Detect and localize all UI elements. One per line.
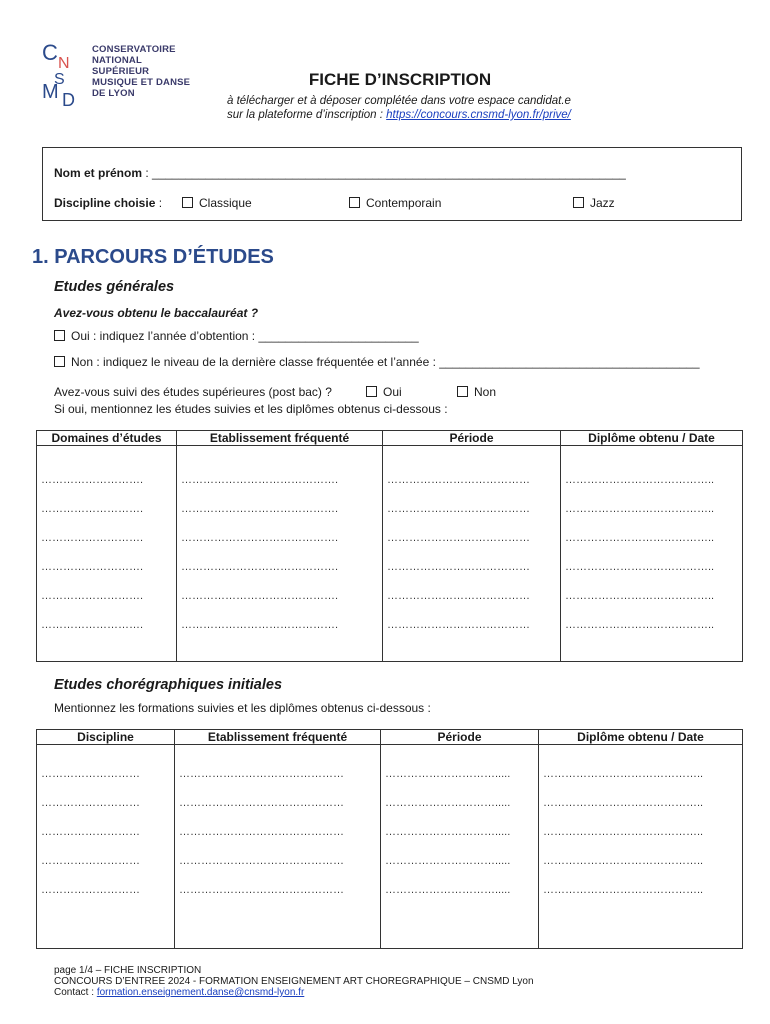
discipline-option-contemporain[interactable] [349,196,441,210]
discipline-sep: : [155,196,163,210]
dotted-line: ……………………… [41,884,140,896]
checkbox-icon[interactable] [54,330,65,341]
dotted-line: ……………………………………… [179,855,344,867]
general-studies-heading: Etudes générales [54,279,175,295]
name-blank: : _______________________________________________________________________ [142,166,626,180]
dotted-line: ………………………………….. [565,503,715,515]
dotted-line: ……………………… [41,768,140,780]
dotted-line: …………………………………….. [543,768,704,780]
option-label: Contemporain [366,196,442,210]
dotted-line: ………………………………… [387,561,530,573]
checkbox-icon[interactable] [182,197,193,208]
column-header: Discipline [37,730,175,745]
logo-line: SUPÉRIEUR [92,66,150,77]
dotted-line: ………………………………….. [565,532,715,544]
column-header: Période [381,730,539,745]
bac-yes-option[interactable] [54,329,419,343]
logo-letter-n: N [58,55,70,72]
discipline-option-classique[interactable] [182,196,252,210]
table-cell-input[interactable] [539,745,743,949]
logo-line: DE LYON [92,88,135,99]
checkbox-icon[interactable] [457,386,468,397]
footer-page-info: page 1/4 – FICHE INSCRIPTION [54,965,202,976]
dotted-line: ………………………. [41,532,144,544]
dotted-line: ………………………………… [387,532,530,544]
cnsmd-logo [42,40,191,108]
logo-letter-m: M [42,81,59,103]
section-heading: 1. PARCOURS D’ÉTUDES [32,246,274,268]
post-bac-no-option[interactable] [457,385,496,399]
cnsmd-monogram-icon [42,40,82,108]
column-header: Période [383,431,561,446]
logo-letter-d: D [62,90,75,108]
footer-program: CONCOURS D’ENTREE 2024 - FORMATION ENSEIGNEMENT ART CHOREGRAPHIQUE – CNSMD Lyon [54,976,534,987]
dotted-line: ……………………………………. [181,503,339,515]
general-studies-table [36,430,743,662]
post-bac-yes-label: Oui [383,385,402,399]
dotted-line: ………………………………… [387,474,530,486]
dotted-line: …………………………………….. [543,884,704,896]
checkbox-icon[interactable] [54,356,65,367]
column-header: Diplôme obtenu / Date [539,730,743,745]
option-label: Jazz [590,196,615,210]
dotted-line: ……………………………………… [179,826,344,838]
dotted-line: …………………………..... [385,768,511,780]
dotted-line: …………………………………….. [543,797,704,809]
dotted-line: ……………………………………. [181,474,339,486]
dotted-line: ……………………………………… [179,768,344,780]
choreographic-studies-table [36,729,743,949]
column-header: Diplôme obtenu / Date [561,431,743,446]
post-bac-yes-option[interactable] [366,385,402,399]
dotted-line: ………………………. [41,561,144,573]
name-label: Nom et prénom [54,166,143,180]
table-header-row [37,431,743,446]
name-field[interactable] [54,166,626,180]
logo-letter-s: S [54,71,65,88]
dotted-line: ………………………………….. [565,619,715,631]
dotted-line: …………………………………….. [543,826,704,838]
dotted-line: ……………………… [41,855,140,867]
choreo-instruction: Mentionnez les formations suivies et les diplômes obtenus ci-dessous : [54,701,431,715]
table-body-row [37,446,743,662]
bac-no-label: Non : indiquez le niveau de la dernière classe fréquentée et l’année : _______________________________________ [71,355,700,369]
post-bac-no-label: Non [474,385,497,399]
contact-label: Contact : [54,987,97,998]
bac-yes-label: Oui : indiquez l’année d’obtention : ________________________ [71,329,419,343]
checkbox-icon[interactable] [349,197,360,208]
post-bac-instruction: Si oui, mentionnez les études suivies et les diplômes obtenus ci-dessous : [54,402,448,416]
dotted-line: ………………………. [41,619,144,631]
dotted-line: ………………………. [41,474,144,486]
table-cell-input[interactable] [175,745,381,949]
dotted-line: ………………………………….. [565,561,715,573]
dotted-line: ………………………………… [387,503,530,515]
table-cell-input[interactable] [37,745,175,949]
platform-link[interactable]: https://concours.cnsmd-lyon.fr/prive/ [386,109,571,121]
table-cell-input[interactable] [37,446,177,662]
column-header: Etablissement fréquenté [177,431,383,446]
subtitle-line-2 [227,109,571,121]
dotted-line: ………………………………… [387,619,530,631]
dotted-line: ………………………. [41,503,144,515]
table-cell-input[interactable] [381,745,539,949]
dotted-line: ……………………… [41,826,140,838]
footer-contact [54,987,534,998]
bac-no-option[interactable] [54,355,700,369]
page-title: FICHE D’INSCRIPTION [308,70,492,89]
dotted-line: …………………………..... [385,797,511,809]
table-cell-input[interactable] [561,446,743,662]
checkbox-icon[interactable] [366,386,377,397]
dotted-line: ……………………… [41,797,140,809]
column-header: Etablissement fréquenté [175,730,381,745]
discipline-field [54,196,162,210]
logo-line: NATIONAL [92,55,142,66]
bac-question: Avez-vous obtenu le baccalauréat ? [54,306,259,320]
dotted-line: ……………………………………. [181,619,339,631]
dotted-line: ……………………………………. [181,561,339,573]
logo-line: MUSIQUE ET DANSE [92,77,191,88]
subtitle-line-1: à télécharger et à déposer complétée dans votre espace candidat.e [227,95,571,107]
dotted-line: ……………………………………… [179,797,344,809]
subtitle-prefix: sur la plateforme d’inscription : [227,109,387,121]
dotted-line: ……………………………………… [179,884,344,896]
dotted-line: …………………………..... [385,855,511,867]
table-cell-input[interactable] [177,446,383,662]
dotted-line: …………………………..... [385,826,511,838]
dotted-line: …………………………………….. [543,855,704,867]
dotted-line: ……………………………………. [181,532,339,544]
logo-letter-c: C [42,40,58,65]
logo-wordmark [92,44,190,99]
post-bac-question: Avez-vous suivi des études supérieures (post bac) ? [54,385,332,399]
logo-line: CONSERVATOIRE [92,44,176,55]
dotted-line: ………………………………….. [565,590,715,602]
dotted-line: ……………………………………. [181,590,339,602]
table-body-row [37,745,743,949]
dotted-line: …………………………..... [385,884,511,896]
column-header: Domaines d’études [37,431,177,446]
checkbox-icon[interactable] [573,197,584,208]
discipline-label: Discipline choisie [54,196,156,210]
dotted-line: ………………………. [41,590,144,602]
page-footer [54,965,534,998]
dotted-line: ………………………………… [387,590,530,602]
table-header-row [37,730,743,745]
discipline-option-jazz[interactable] [573,196,615,210]
option-label: Classique [199,196,252,210]
choreographic-studies-heading: Etudes chorégraphiques initiales [54,677,283,693]
dotted-line: ………………………………….. [565,474,715,486]
table-cell-input[interactable] [383,446,561,662]
contact-email-link[interactable]: formation.enseignement.danse@cnsmd-lyon.fr [96,987,305,998]
